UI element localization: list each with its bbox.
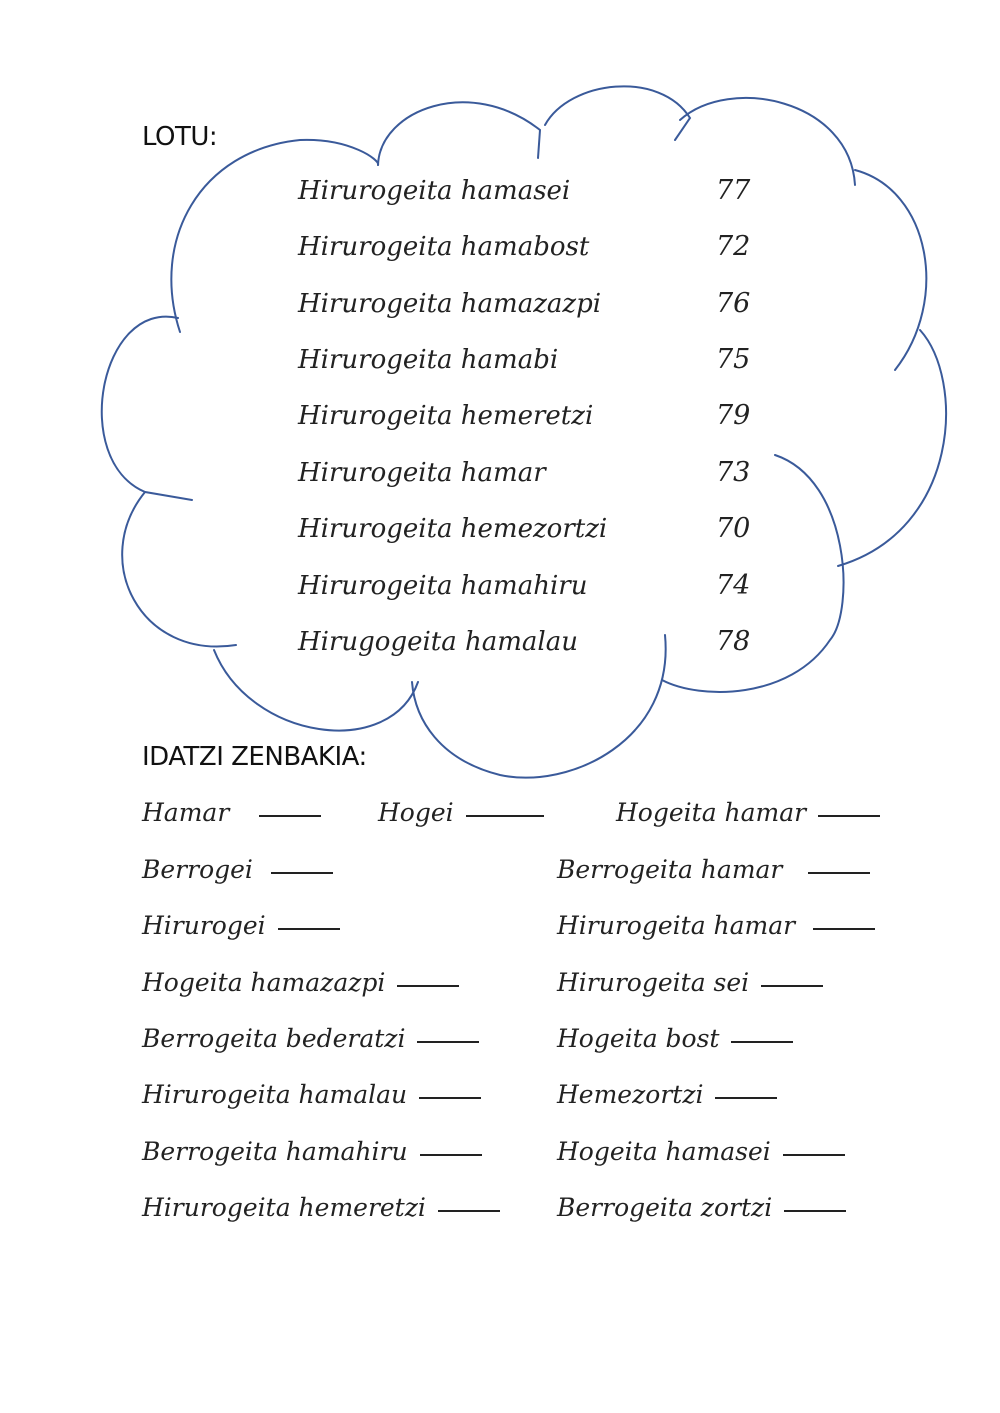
write-item-label: Hamar <box>142 798 230 827</box>
write-item-label: Hogeita hamasei <box>557 1137 771 1166</box>
cloud-arc <box>378 102 540 165</box>
write-item <box>557 1080 777 1109</box>
write-item <box>557 1193 846 1222</box>
write-item-label: Hirurogei <box>142 911 266 940</box>
write-item-label: Hogeita hamazazpi <box>142 968 386 997</box>
match-word: Hirurogeita hamar <box>298 458 546 488</box>
write-item-label: Hogeita bost <box>557 1024 720 1053</box>
answer-blank[interactable] <box>715 1096 777 1099</box>
write-item <box>557 1137 845 1166</box>
write-item <box>557 1024 793 1053</box>
answer-blank[interactable] <box>271 871 333 874</box>
write-item-label: Berrogeita hamahiru <box>142 1137 408 1166</box>
cloud-arc <box>838 330 946 566</box>
answer-blank[interactable] <box>731 1040 793 1043</box>
answer-blank[interactable] <box>419 1096 481 1099</box>
write-item <box>557 911 875 940</box>
idatzi-heading: IDATZI ZENBAKIA: <box>142 742 367 772</box>
answer-blank[interactable] <box>417 1040 479 1043</box>
answer-blank[interactable] <box>784 1209 846 1212</box>
match-number: 77 <box>716 175 751 206</box>
match-word: Hirurogeita hemezortzi <box>298 514 608 544</box>
cloud-arc <box>122 492 236 647</box>
write-item-label: Hogei <box>378 798 454 827</box>
write-item <box>142 968 459 997</box>
write-item <box>142 1024 479 1053</box>
answer-blank[interactable] <box>466 814 544 817</box>
write-item <box>557 968 823 997</box>
answer-blank[interactable] <box>813 927 875 930</box>
match-word: Hirurogeita hamahiru <box>298 571 588 601</box>
answer-blank[interactable] <box>397 984 459 987</box>
write-item-label: Hirurogeita hemeretzi <box>142 1193 426 1222</box>
write-item <box>142 855 333 884</box>
match-number: 75 <box>716 344 751 375</box>
match-word: Hirurogeita hamabi <box>298 345 559 375</box>
match-number: 74 <box>716 570 751 601</box>
match-number: 79 <box>716 400 751 431</box>
answer-blank[interactable] <box>818 814 880 817</box>
answer-blank[interactable] <box>761 984 823 987</box>
match-word: Hirurogeita hamabost <box>298 232 590 262</box>
write-item-label: Berrogeita hamar <box>557 855 783 884</box>
match-word: Hirurogeita hamasei <box>298 176 571 206</box>
match-number: 70 <box>716 513 751 544</box>
cloud-arc <box>855 170 926 370</box>
lotu-heading: LOTU: <box>142 122 218 152</box>
write-item-label: Hogeita hamar <box>616 798 807 827</box>
write-item-label: Hemezortzi <box>557 1080 704 1109</box>
match-number: 78 <box>716 626 751 657</box>
write-item <box>142 1193 500 1222</box>
answer-blank[interactable] <box>420 1153 482 1156</box>
match-number: 72 <box>716 231 751 262</box>
cloud-arc <box>102 317 178 492</box>
cloud-arc <box>545 86 690 140</box>
write-item-label: Berrogeita zortzi <box>557 1193 773 1222</box>
answer-blank[interactable] <box>259 814 321 817</box>
write-item-label: Hirurogeita hamalau <box>142 1080 408 1109</box>
cloud-arc <box>662 455 844 692</box>
match-number: 73 <box>716 457 751 488</box>
write-item-label: Berrogei <box>142 855 253 884</box>
answer-blank[interactable] <box>438 1209 500 1212</box>
write-item <box>142 798 321 827</box>
write-item <box>142 911 340 940</box>
match-word: Hirugogeita hamalau <box>298 627 578 657</box>
match-number: 76 <box>716 288 751 319</box>
write-item <box>142 1080 481 1109</box>
write-item-label: Hirurogeita hamar <box>557 911 796 940</box>
write-item-label: Hirurogeita sei <box>557 968 750 997</box>
cloud-arc <box>680 98 855 185</box>
write-item <box>557 855 870 884</box>
write-item <box>378 798 544 827</box>
answer-blank[interactable] <box>783 1153 845 1156</box>
write-item-label: Berrogeita bederatzi <box>142 1024 406 1053</box>
answer-blank[interactable] <box>278 927 340 930</box>
write-item <box>142 1137 482 1166</box>
write-item <box>616 798 880 827</box>
match-word: Hirurogeita hemeretzi <box>298 401 594 431</box>
cloud-arc <box>214 650 418 730</box>
match-word: Hirurogeita hamazazpi <box>298 289 602 319</box>
answer-blank[interactable] <box>808 871 870 874</box>
